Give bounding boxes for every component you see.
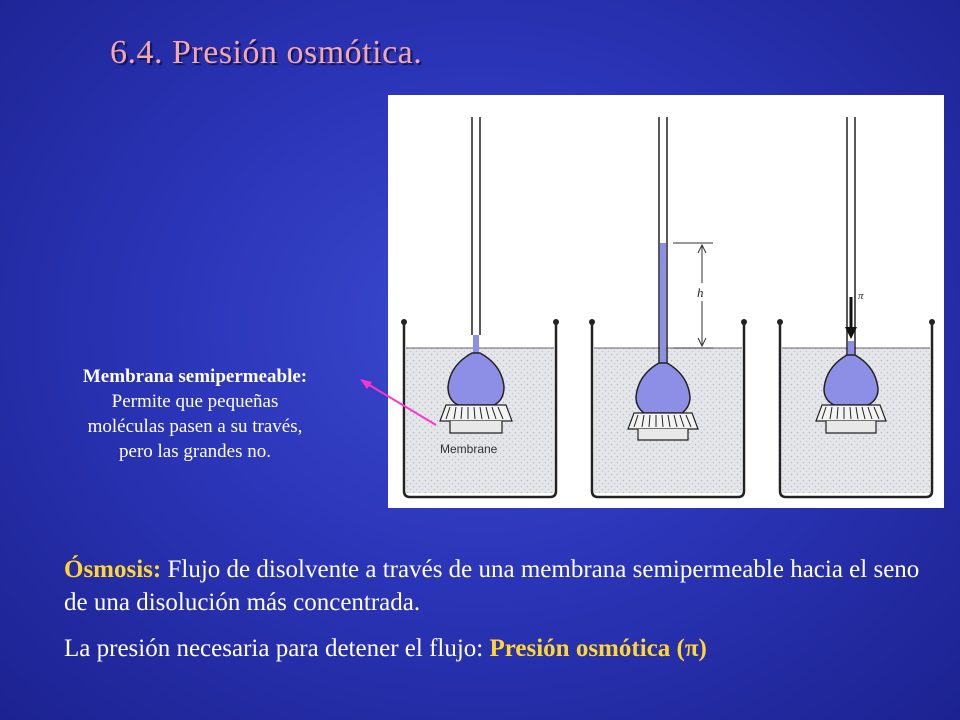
osmosis-paragraph	[64, 553, 944, 619]
pressure-label: π	[858, 290, 864, 302]
osmosis-definition: Flujo de disolvente a través de una membrana semipermeable hacia el seno de una disolución más concentrada.	[64, 556, 920, 616]
pressure-term: Presión osmótica (π)	[489, 635, 707, 662]
slide-title: 6.4. Presión osmótica.	[110, 34, 423, 71]
osmosis-term: Ósmosis:	[64, 556, 162, 583]
pressure-paragraph	[64, 632, 944, 665]
membrane-note-line: pero las grandes no.	[119, 441, 271, 462]
pressure-sentence: La presión necesaria para detener el flujo:	[64, 635, 490, 662]
membrane-note-line: Permite que pequeñas	[111, 391, 279, 412]
membrane-note-line: moléculas pasen a su través,	[87, 416, 303, 437]
membrane-note	[20, 364, 370, 464]
body-text	[64, 553, 944, 665]
membrane-note-heading: Membrana semipermeable:	[82, 366, 308, 387]
height-label: h	[697, 285, 704, 300]
membrane-label: Membrane	[440, 442, 498, 456]
